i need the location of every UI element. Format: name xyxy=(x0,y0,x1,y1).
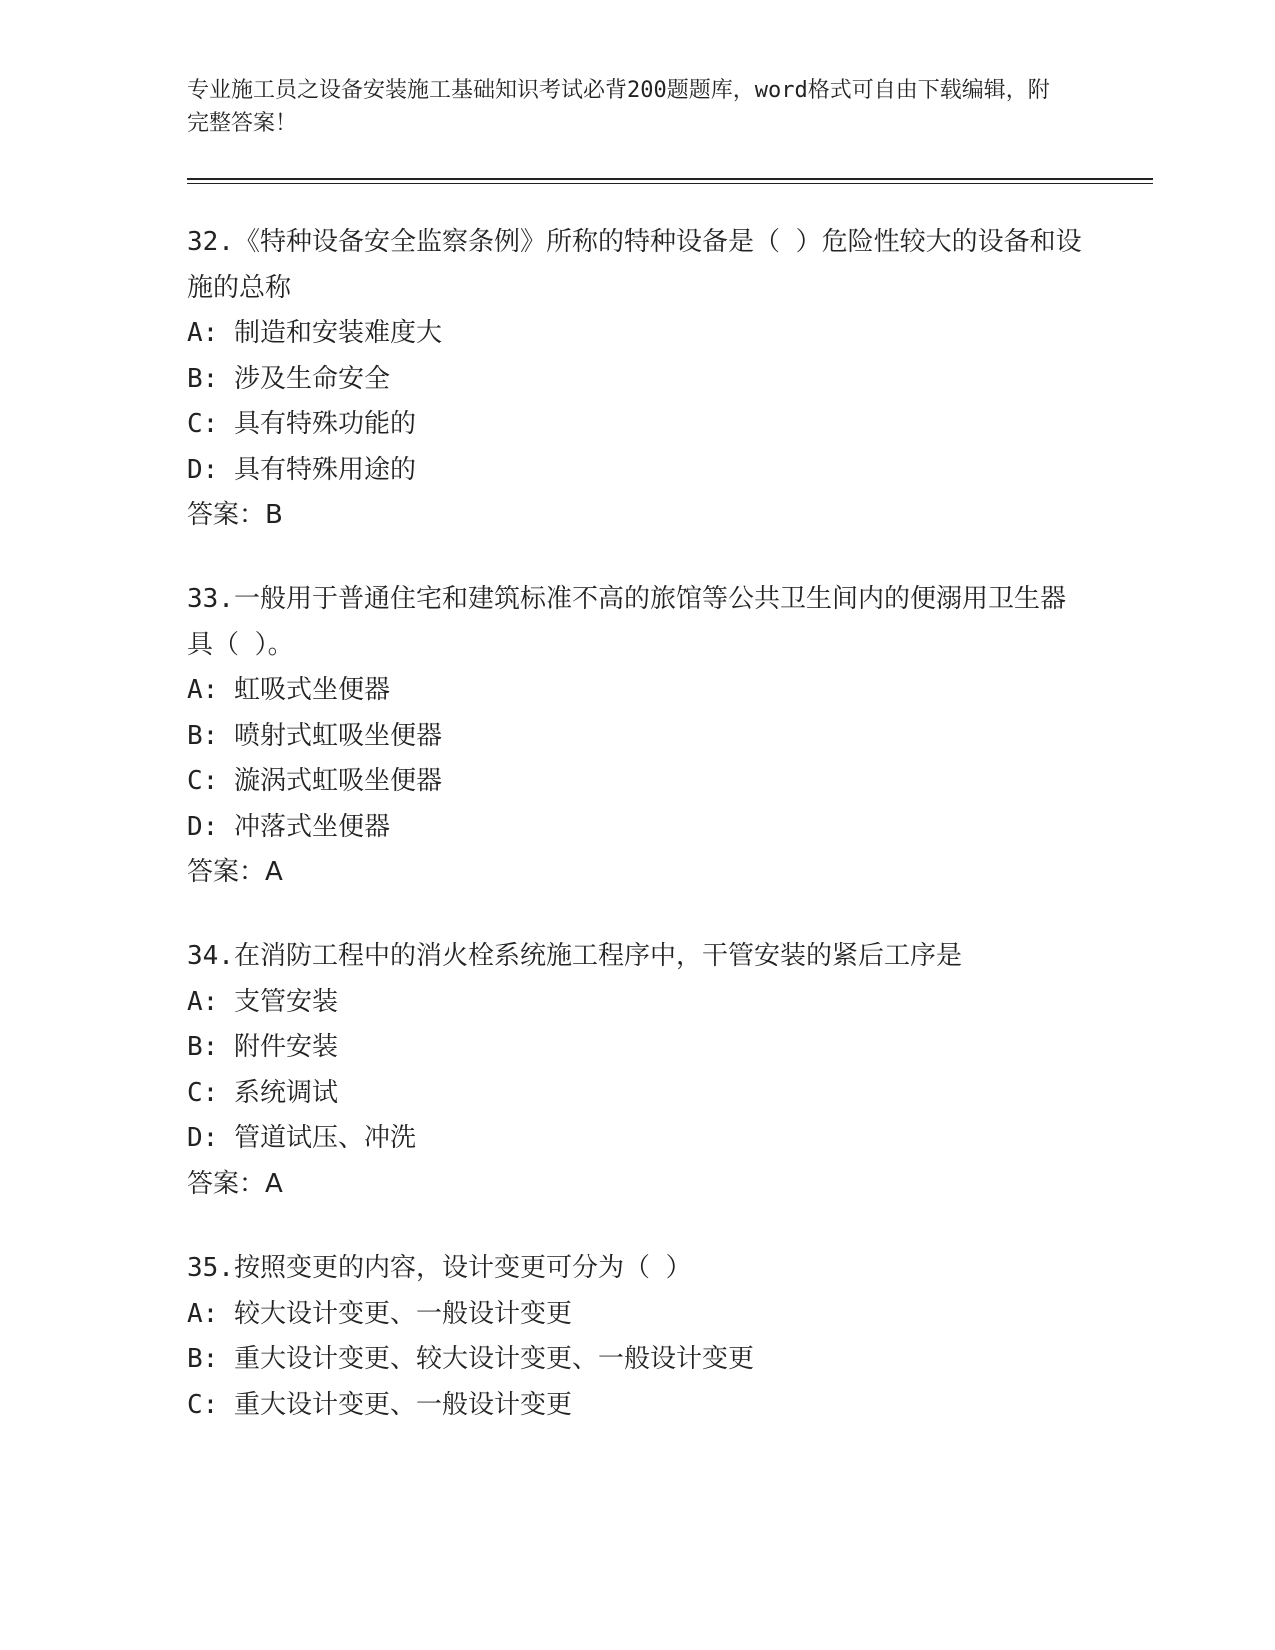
option-a: A: 制造和安装难度大 xyxy=(187,318,442,348)
answer: 答案：A xyxy=(187,1168,283,1199)
option-d: D: 管道试压、冲洗 xyxy=(187,1123,416,1153)
option-c: C: 重大设计变更、一般设计变更 xyxy=(187,1389,572,1420)
option-d: D: 具有特殊用途的 xyxy=(187,454,416,485)
option-d: D: 冲落式坐便器 xyxy=(187,811,390,842)
option-c: C: 具有特殊功能的 xyxy=(187,409,416,439)
answer: 答案：A xyxy=(187,857,283,887)
question-33 xyxy=(187,577,1087,896)
question-35 xyxy=(187,1246,1087,1428)
option-b: B: 附件安装 xyxy=(187,1032,338,1062)
question-text: 35.按照变更的内容，设计变更可分为（ ） xyxy=(187,1253,692,1283)
document-header: 专业施工员之设备安装施工基础知识考试必背200题题库，word格式可自由下载编辑，附完整答案！ xyxy=(187,78,1050,136)
answer: 答案：B xyxy=(187,500,283,530)
option-c: C: 漩涡式虹吸坐便器 xyxy=(187,766,442,796)
option-b: B: 喷射式虹吸坐便器 xyxy=(187,720,442,751)
question-34 xyxy=(187,934,1087,1207)
question-text: 33.一般用于普通住宅和建筑标准不高的旅馆等公共卫生间内的便溺用卫生器具（ ）。 xyxy=(187,584,1066,660)
header-divider xyxy=(187,178,1153,180)
question-text: 32.《特种设备安全监察条例》所称的特种设备是（ ）危险性较大的设备和设施的总称 xyxy=(187,227,1082,303)
option-b: B: 重大设计变更、较大设计变更、一般设计变更 xyxy=(187,1344,754,1374)
option-a: A: 较大设计变更、一般设计变更 xyxy=(187,1298,572,1329)
option-c: C: 系统调试 xyxy=(187,1077,338,1108)
header-divider-thin xyxy=(187,183,1153,184)
option-b: B: 涉及生命安全 xyxy=(187,363,390,394)
option-a: A: 虹吸式坐便器 xyxy=(187,675,390,705)
question-32 xyxy=(187,220,1087,539)
option-a: A: 支管安装 xyxy=(187,986,338,1017)
question-text: 34.在消防工程中的消火栓系统施工程序中，干管安装的紧后工序是 xyxy=(187,941,962,971)
